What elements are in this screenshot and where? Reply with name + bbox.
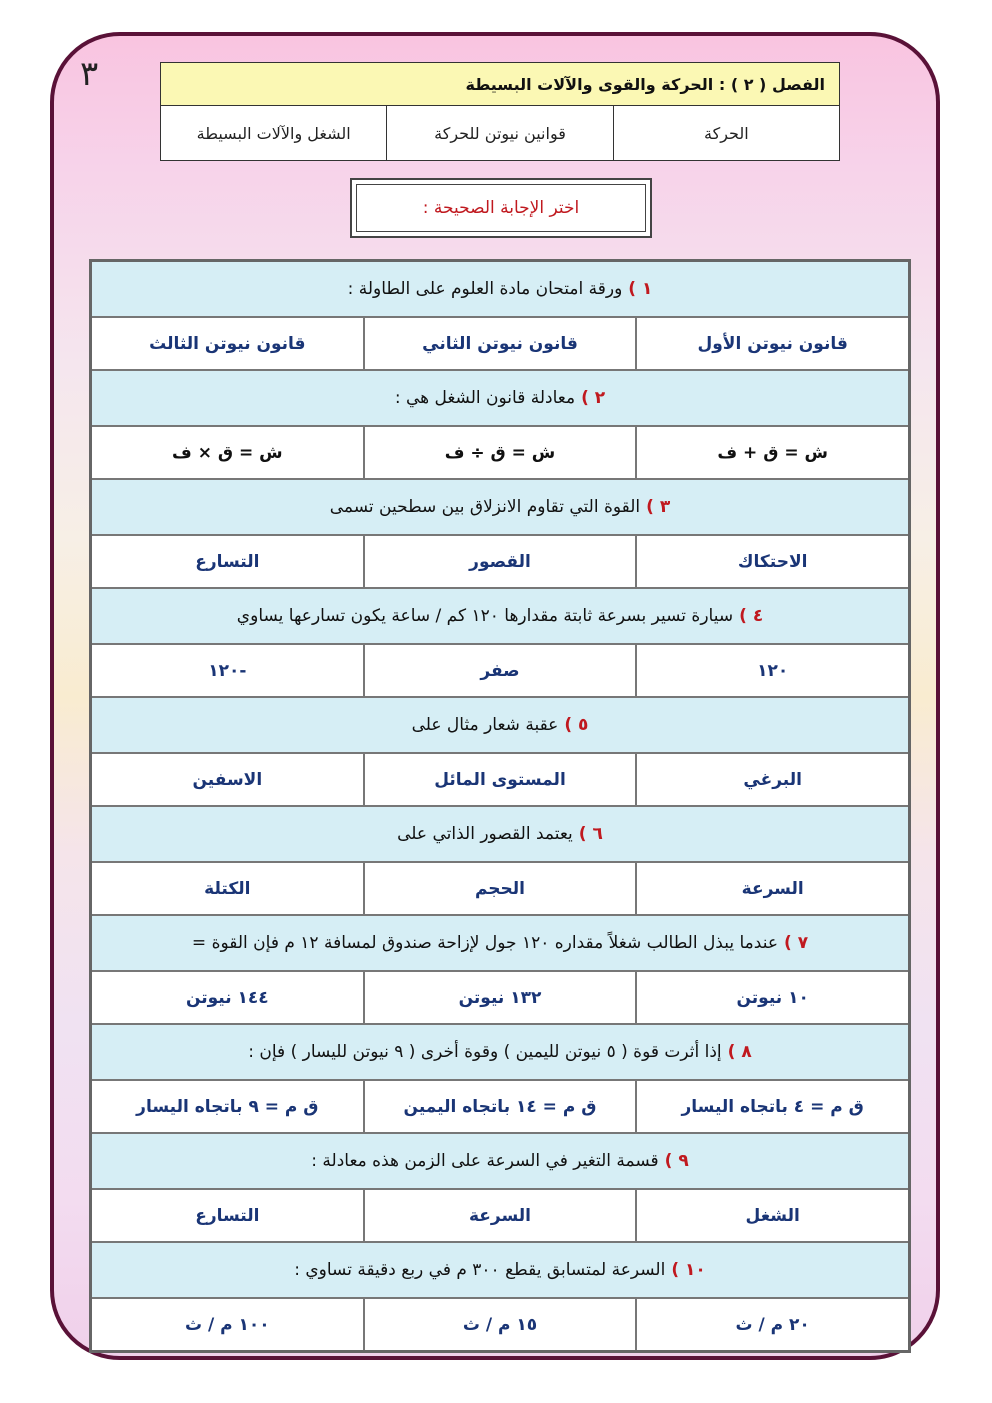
question-row — [92, 698, 908, 754]
question-number: ٥ ) — [564, 715, 589, 735]
options-row — [92, 863, 908, 916]
answer-option[interactable]: القصور — [363, 536, 636, 587]
question-number: ٣ ) — [646, 497, 671, 517]
question-text: القوة التي تقاوم الانزلاق بين سطحين تسمى — [329, 497, 641, 517]
answer-option[interactable]: الشغل — [635, 1190, 908, 1241]
question-number: ٤ ) — [739, 606, 764, 626]
topic-motion: الحركة — [613, 106, 839, 161]
answer-option[interactable]: صفر — [363, 645, 636, 696]
question-row — [92, 589, 908, 645]
options-row — [92, 1299, 908, 1350]
question-text: ورقة امتحان مادة العلوم على الطاولة : — [347, 279, 623, 299]
answer-option[interactable]: التسارع — [92, 1190, 363, 1241]
instruction-text: اختر الإجابة الصحيحة : — [356, 184, 646, 232]
answer-option[interactable]: ١٣٢ نيوتن — [363, 972, 636, 1023]
options-row — [92, 645, 908, 698]
question-row — [92, 807, 908, 863]
quiz-table — [89, 259, 911, 1353]
answer-option[interactable]: ١٠ نيوتن — [635, 972, 908, 1023]
question-number: ١ ) — [628, 279, 653, 299]
answer-option[interactable]: الكتلة — [92, 863, 363, 914]
answer-option[interactable]: ق م = ٤ باتجاه اليسار — [635, 1081, 908, 1132]
question-number: ٦ ) — [578, 824, 603, 844]
answer-option[interactable]: -١٢٠ — [92, 645, 363, 696]
question-row — [92, 1134, 908, 1190]
answer-option[interactable]: قانون نيوتن الثاني — [363, 318, 636, 369]
answer-option[interactable]: السرعة — [363, 1190, 636, 1241]
options-row — [92, 754, 908, 807]
answer-option[interactable]: ١٥ م / ث — [363, 1299, 636, 1350]
question-row — [92, 480, 908, 536]
answer-option[interactable]: المستوى المائل — [363, 754, 636, 805]
instruction-box — [350, 178, 652, 238]
answer-option[interactable]: البرغي — [635, 754, 908, 805]
question-number: ١٠ ) — [671, 1260, 706, 1280]
options-row — [92, 1081, 908, 1134]
options-row — [92, 972, 908, 1025]
answer-option[interactable]: الاسفين — [92, 754, 363, 805]
question-text: إذا أثرت قوة ( ٥ نيوتن لليمين ) وقوة أخرى ( ٩ نيوتن لليسار ) فإن : — [248, 1042, 722, 1062]
question-row — [92, 1243, 908, 1299]
answer-option[interactable]: الاحتكاك — [635, 536, 908, 587]
question-text: يعتمد القصور الذاتي على — [397, 824, 573, 844]
answer-option[interactable]: ١٤٤ نيوتن — [92, 972, 363, 1023]
chapter-header — [160, 62, 840, 161]
answer-option[interactable]: قانون نيوتن الأول — [635, 318, 908, 369]
question-row — [92, 916, 908, 972]
question-number: ٢ ) — [581, 388, 606, 408]
answer-option[interactable]: ش = ق + ف — [635, 427, 908, 478]
question-text: سيارة تسير بسرعة ثابتة مقدارها ١٢٠ كم / ساعة يكون تسارعها يساوي — [236, 606, 734, 626]
answer-option[interactable]: ش = ق × ف — [92, 427, 363, 478]
question-text: قسمة التغير في السرعة على الزمن هذه معادلة : — [311, 1151, 659, 1171]
question-text: عندما يبذل الطالب شغلاً مقداره ١٢٠ جول لإزاحة صندوق لمسافة ١٢ م فإن القوة = — [191, 933, 778, 953]
answer-option[interactable]: قانون نيوتن الثالث — [92, 318, 363, 369]
question-text: عقبة شعار مثال على — [411, 715, 559, 735]
topic-newton-laws: قوانين نيوتن للحركة — [387, 106, 613, 161]
question-number: ٨ ) — [727, 1042, 752, 1062]
question-row — [92, 1025, 908, 1081]
answer-option[interactable]: ق م = ١٤ باتجاه اليمين — [363, 1081, 636, 1132]
answer-option[interactable]: ١٢٠ — [635, 645, 908, 696]
question-number: ٩ ) — [664, 1151, 689, 1171]
answer-option[interactable]: ش = ق ÷ ف — [363, 427, 636, 478]
answer-option[interactable]: ق م = ٩ باتجاه اليسار — [92, 1081, 363, 1132]
answer-option[interactable]: السرعة — [635, 863, 908, 914]
answer-option[interactable]: ١٠٠ م / ث — [92, 1299, 363, 1350]
options-row — [92, 1190, 908, 1243]
topic-work-machines: الشغل والآلات البسيطة — [161, 106, 387, 161]
answer-option[interactable]: ٢٠ م / ث — [635, 1299, 908, 1350]
options-row — [92, 318, 908, 371]
question-row — [92, 371, 908, 427]
chapter-title: الفصل ( ٢ ) : الحركة والقوى والآلات البسيطة — [161, 63, 840, 106]
options-row — [92, 536, 908, 589]
question-text: معادلة قانون الشغل هي : — [394, 388, 576, 408]
question-number: ٧ ) — [783, 933, 809, 953]
page-number: ٣ — [80, 54, 99, 94]
answer-option[interactable]: الحجم — [363, 863, 636, 914]
answer-option[interactable]: التسارع — [92, 536, 363, 587]
question-text: السرعة لمتسابق يقطع ٣٠٠ م في ربع دقيقة تساوي : — [294, 1260, 666, 1280]
options-row — [92, 427, 908, 480]
question-row — [92, 262, 908, 318]
